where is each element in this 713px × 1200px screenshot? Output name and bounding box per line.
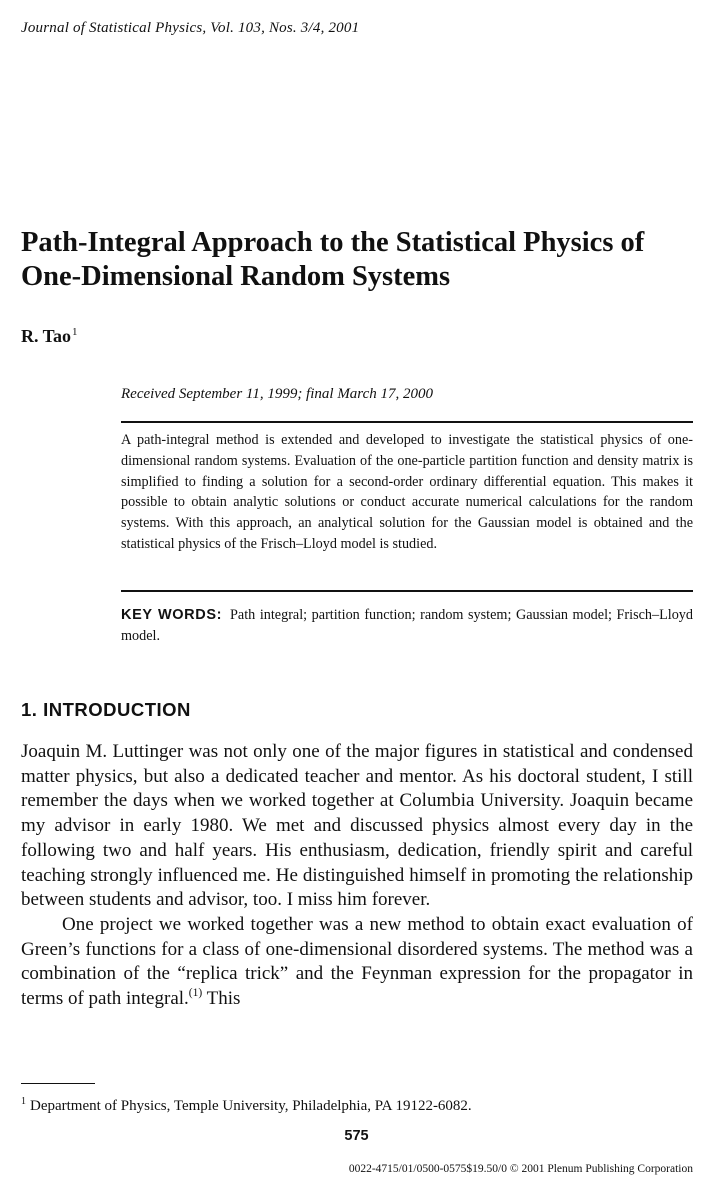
- abstract-top-rule: [121, 421, 693, 423]
- body-text: [21, 740, 693, 1012]
- citation-ref: (1): [188, 987, 203, 1000]
- paragraph-1: Joaquin M. Luttinger was not only one of the major figures in statistical and condensed matter physics, but also a dedicated teacher and mentor. As his doctoral student, I still remember the days when we worked together at Columbia University. Joaquin became my advisor in early 1980. We met and discussed physics almost every day in the following two and half years. His enthusiasm, dedication, friendly spirit and careful teaching strongly influenced me. He distinguished himself in promoting the relationship between students and advisor, too. I miss him forever.: [21, 741, 693, 911]
- article-title: Path-Integral Approach to the Statistical Physics of One-Dimensional Random Systems: [21, 227, 645, 292]
- footnote-rule: [21, 1083, 95, 1084]
- abstract-bottom-rule: [121, 590, 693, 592]
- author-line: [21, 326, 78, 347]
- keywords-label: KEY WORDS:: [121, 607, 223, 623]
- author-footnote-mark: 1: [72, 326, 78, 338]
- section-heading: 1. INTRODUCTION: [21, 699, 191, 720]
- abstract: A path-integral method is extended and developed to investigate the statistical physics of one-dimensional random systems. Evaluation of the one-particle partition function and density matrix is simplified to finding a solution for a second-order ordinary differential equation. This makes it possible to obtain analytic solutions or conduct accurate numerical calculations for the random systems. With this approach, an analytical solution for the Gaussian model is obtained and the statistical physics of the Frisch–Lloyd model is studied.: [121, 432, 693, 552]
- author-name: R. Tao: [21, 326, 72, 346]
- keywords: [121, 605, 693, 647]
- footnote-text: Department of Physics, Temple University, Philadelphia, PA 19122-6082.: [30, 1098, 472, 1114]
- footnote-mark: 1: [21, 1096, 26, 1107]
- keywords-text: Path integral; partition function; random system; Gaussian model; Frisch–Lloyd model.: [121, 607, 693, 644]
- page-number: 575: [344, 1128, 369, 1144]
- paragraph-2-tail: This: [202, 988, 241, 1010]
- paragraph-2-text: One project we worked together was a new method to obtain exact evaluation of Green’s functions for a class of one-dimensional disordered systems. The method was a combination of the “replica trick” and the Feynman expression for the propagator in terms of path integral.: [21, 913, 693, 1010]
- imprint-line: 0022-4715/01/0500-0575$19.50/0 © 2001 Plenum Publishing Corporation: [348, 1163, 693, 1175]
- received-dates: Received September 11, 1999; final March 17, 2000: [121, 386, 433, 402]
- journal-citation: Journal of Statistical Physics, Vol. 103, Nos. 3/4, 2001: [21, 20, 360, 36]
- footnote: [21, 1096, 472, 1115]
- paragraph-2: [21, 913, 693, 1012]
